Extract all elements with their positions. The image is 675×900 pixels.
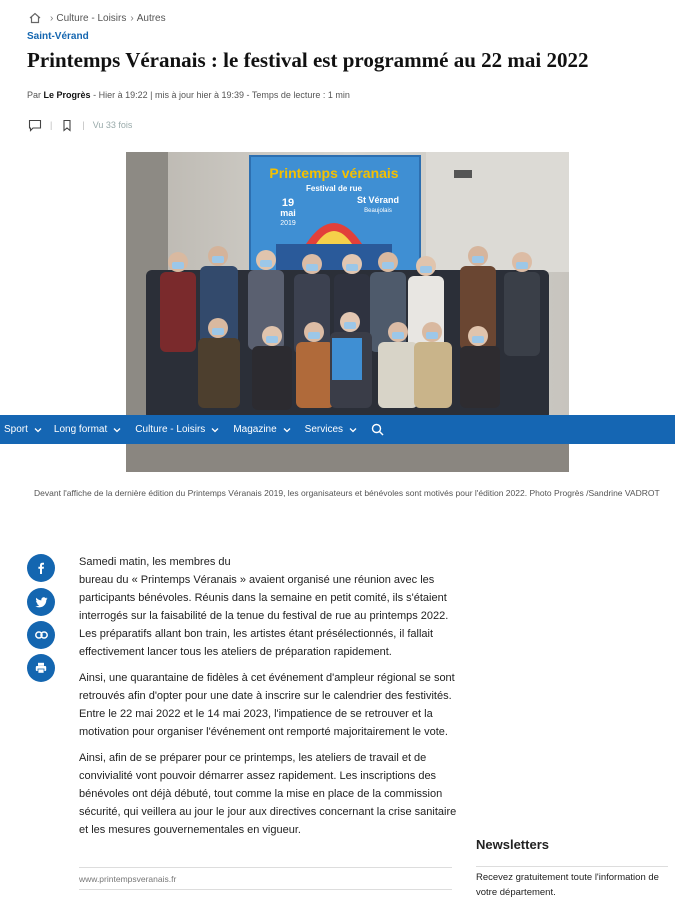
search-icon[interactable] bbox=[371, 423, 384, 436]
main-navbar bbox=[0, 415, 675, 444]
nav-item-label: Magazine bbox=[233, 424, 277, 435]
chevron-down-icon bbox=[349, 426, 357, 434]
bookmark-icon[interactable] bbox=[60, 118, 74, 132]
article-category[interactable]: Saint-Vérand bbox=[27, 31, 89, 42]
breadcrumb-separator: › bbox=[50, 12, 54, 24]
chevron-down-icon bbox=[283, 426, 291, 434]
external-link[interactable]: www.printempsveranais.fr bbox=[79, 874, 177, 884]
poster-town: St Vérand bbox=[356, 195, 400, 205]
nav-item-long-format[interactable] bbox=[54, 424, 121, 435]
byline-prefix: Par bbox=[27, 90, 42, 100]
poster-month: mai bbox=[280, 208, 296, 218]
chevron-down-icon bbox=[113, 426, 121, 434]
share-facebook-button[interactable] bbox=[27, 554, 55, 582]
nav-item-magazine[interactable] bbox=[233, 424, 290, 435]
nav-item-services[interactable] bbox=[305, 424, 357, 435]
exit-sign bbox=[454, 170, 472, 178]
article-paragraph: Samedi matin, les membres du bureau du « Printemps Véranais » avaient organisé une réunion avec les participants bénévoles. Réunis dans la semaine en petit comité, ils s'étaient interrogés sur la faisabilité de la tenue du festival de rue au printemps 2022. Les préparatifs allant bon train, les artistes étant présélectionnés, il fallait effectivement lancer tous les ateliers de préparation rapidement. bbox=[79, 556, 449, 658]
breadcrumb bbox=[28, 10, 166, 26]
article-title: Printemps Véranais : le festival est programmé au 22 mai 2022 bbox=[27, 48, 589, 72]
share-print-button[interactable] bbox=[27, 654, 55, 682]
nav-item-label: Sport bbox=[4, 424, 28, 435]
nav-item-sport[interactable] bbox=[4, 424, 42, 435]
facebook-icon bbox=[35, 562, 47, 574]
view-count: Vu 33 fois bbox=[92, 120, 133, 130]
article-paragraph: Ainsi, une quarantaine de fidèles à cet événement d'ampleur régional se sont retrouvés afin d'opter pour une date à inscrire sur le calendrier des festivités. Entre le 22 mai 2022 et le 14 mai 2023, l'impatience de se retrouver et la motivation pour organiser l'événement ont remporté majoritairement le vote. bbox=[79, 672, 455, 738]
home-icon[interactable] bbox=[28, 11, 42, 25]
poster-day: 19 bbox=[281, 197, 295, 209]
article-byline bbox=[27, 90, 350, 100]
link-icon bbox=[35, 631, 48, 639]
share-link-button[interactable] bbox=[27, 621, 55, 649]
poster-year: 2019 bbox=[280, 220, 296, 227]
comment-icon[interactable] bbox=[28, 118, 42, 132]
nav-item-label: Long format bbox=[53, 424, 108, 435]
divider bbox=[79, 889, 452, 890]
poster-title: Printemps véranais bbox=[269, 165, 399, 181]
twitter-icon bbox=[35, 597, 48, 608]
poster-subtitle: Festival de rue bbox=[305, 184, 363, 193]
article-paragraph: Ainsi, afin de se préparer pour ce printemps, les ateliers de travail et de convivialité vont pouvoir démarrer assez rapidement. Les inscriptions des bénévoles ont déjà débuté, tout comme la mise en place de la commission sécurité, qui veillera au jour le jour aux directives concernant la crise sanitaire et les mesures gouvernementales en vigueur. bbox=[79, 752, 457, 836]
photo-caption: Devant l'affiche de la dernière édition du Printemps Véranais 2019, les organisateurs et bénévoles sont motivés pour l'édition 2022. Photo Progrès /Sandrine VADROT bbox=[34, 488, 660, 498]
toolbar-divider: | bbox=[82, 120, 85, 130]
breadcrumb-item-culture-loisirs[interactable]: Culture - Loisirs bbox=[56, 12, 127, 24]
share-twitter-button[interactable] bbox=[27, 588, 55, 616]
nav-item-culture-loisirs[interactable] bbox=[135, 424, 219, 435]
divider bbox=[476, 866, 668, 867]
nav-item-label: Culture - Loisirs bbox=[135, 424, 206, 435]
article-body bbox=[79, 553, 459, 847]
divider bbox=[79, 867, 452, 868]
toolbar-divider: | bbox=[50, 120, 53, 130]
newsletters-description: Recevez gratuitement toute l'information de votre département. bbox=[476, 872, 659, 898]
byline-author[interactable]: Le Progrès bbox=[43, 90, 91, 100]
breadcrumb-separator: › bbox=[130, 12, 134, 24]
poster-region: Beaujolais bbox=[364, 208, 392, 214]
newsletters-title: Newsletters bbox=[476, 837, 549, 852]
chevron-down-icon bbox=[34, 426, 42, 434]
chevron-down-icon bbox=[211, 426, 219, 434]
print-icon bbox=[35, 662, 47, 674]
nav-item-label: Services bbox=[304, 424, 344, 435]
byline-meta: - Hier à 19:22 | mis à jour hier à 19:39 - Temps de lecture : 1 min bbox=[93, 90, 350, 100]
article-toolbar bbox=[28, 118, 132, 132]
breadcrumb-item-autres[interactable]: Autres bbox=[136, 12, 166, 24]
